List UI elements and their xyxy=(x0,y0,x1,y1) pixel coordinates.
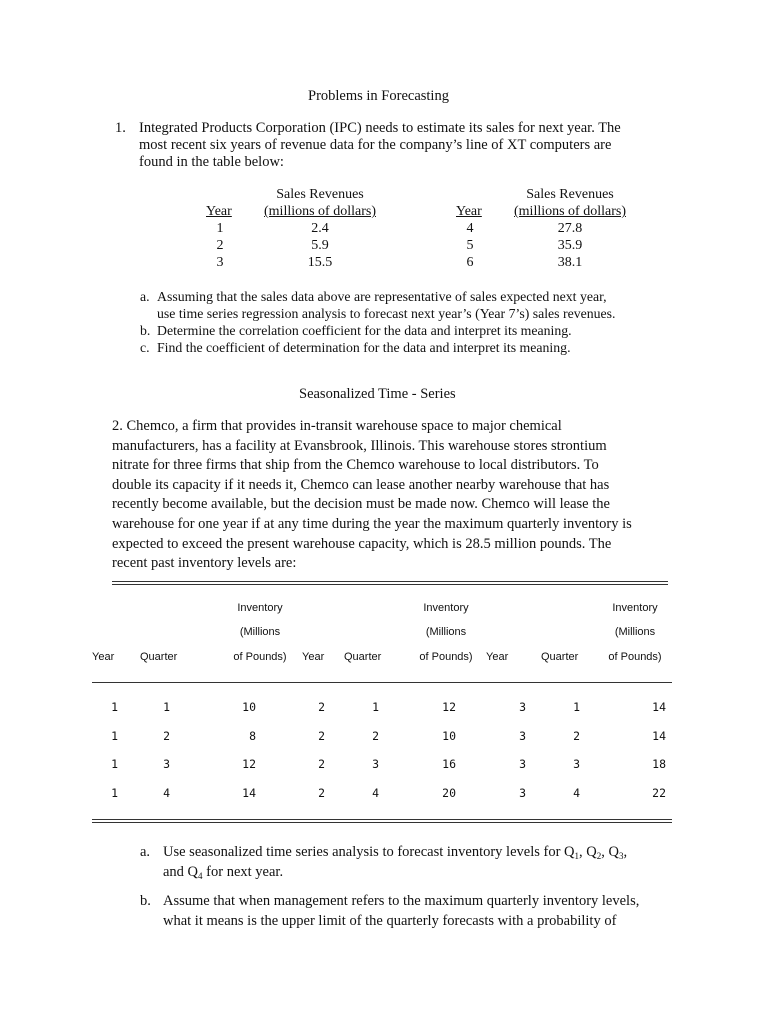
year-header: Year xyxy=(486,651,509,663)
cell-year: 2 xyxy=(318,700,325,714)
sales-value-cell: 15.5 xyxy=(307,255,333,270)
question-1a xyxy=(157,288,697,322)
separator: , Q xyxy=(579,844,597,860)
page-title: Problems in Forecasting xyxy=(308,88,449,104)
cell-inventory: 12 xyxy=(242,757,256,771)
separator: , xyxy=(623,844,628,860)
cell-year: 3 xyxy=(519,729,526,743)
inventory-header: (Millions xyxy=(239,626,281,638)
problem-2-text xyxy=(112,417,692,574)
inventory-header: of Pounds) xyxy=(419,651,473,663)
problem-1-number: 1. xyxy=(115,120,126,136)
cell-inventory: 20 xyxy=(442,786,456,800)
cell-inventory: 14 xyxy=(242,786,256,800)
question-label: c. xyxy=(140,340,150,355)
cell-quarter: 3 xyxy=(573,757,580,771)
question-label: b. xyxy=(140,323,151,338)
units-header-left: (millions of dollars) xyxy=(264,204,376,219)
subscript: 1 xyxy=(574,851,580,861)
question-1b: Determine the correlation coefficient for the data and interpret its meaning. xyxy=(157,323,572,338)
problem-2-line: recently become available, but the decision must be made now. Chemco will lease the xyxy=(112,496,610,513)
problem-1-line: found in the table below: xyxy=(139,154,284,170)
cell-quarter: 4 xyxy=(372,786,379,800)
cell-year: 1 xyxy=(111,757,118,771)
sales-value-cell: 35.9 xyxy=(557,238,583,253)
table-top-rule xyxy=(112,581,668,582)
cell-year: 3 xyxy=(519,700,526,714)
sales-year-cell: 3 xyxy=(216,255,224,270)
inventory-header: of Pounds) xyxy=(233,651,287,663)
sales-value-cell: 5.9 xyxy=(311,238,329,253)
cell-quarter: 1 xyxy=(573,700,580,714)
cell-inventory: 12 xyxy=(442,700,456,714)
cell-inventory: 16 xyxy=(442,757,456,771)
question-line: Assuming that the sales data above are representative of sales expected next year, xyxy=(157,289,607,304)
sales-value-cell: 27.8 xyxy=(557,221,583,236)
section-2-title: Seasonalized Time - Series xyxy=(299,386,456,402)
problem-2-line: expected to exceed the present warehouse capacity, which is 28.5 million pounds. The xyxy=(112,535,612,552)
cell-year: 3 xyxy=(519,757,526,771)
cell-quarter: 4 xyxy=(163,786,170,800)
cell-quarter: 2 xyxy=(573,729,580,743)
year-header: Year xyxy=(302,651,325,663)
question-2b xyxy=(163,892,693,931)
cell-year: 2 xyxy=(318,757,325,771)
sales-year-cell: 5 xyxy=(466,238,474,253)
year-header: Year xyxy=(92,651,115,663)
cell-quarter: 2 xyxy=(163,729,170,743)
cell-inventory: 22 xyxy=(652,786,666,800)
subscript: 4 xyxy=(198,870,203,881)
question-1c: Find the coefficient of determination for the data and interpret its meaning. xyxy=(157,340,571,355)
table-header-rule xyxy=(92,682,672,683)
problem-1-text xyxy=(139,120,699,171)
question-2a-text: for next year. xyxy=(202,863,284,880)
quarter-header: Quarter xyxy=(140,651,178,663)
cell-quarter: 3 xyxy=(372,757,379,771)
question-2a-text: and Q xyxy=(163,863,199,880)
inventory-header: Inventory xyxy=(423,602,469,614)
cell-quarter: 1 xyxy=(163,700,170,714)
sales-year-cell: 2 xyxy=(216,238,224,253)
sales-year-cell: 4 xyxy=(466,221,474,236)
cell-inventory: 10 xyxy=(442,729,456,743)
cell-year: 3 xyxy=(519,786,526,800)
question-2a xyxy=(163,843,683,882)
sales-header-top-right: Sales Revenues xyxy=(526,187,614,202)
question-line xyxy=(163,863,683,883)
problem-1-line: Integrated Products Corporation (IPC) needs to estimate its sales for next year. The xyxy=(139,120,621,136)
question-label: b. xyxy=(140,893,151,909)
question-line: Assume that when management refers to the maximum quarterly inventory levels, xyxy=(163,893,640,909)
cell-inventory: 10 xyxy=(242,700,256,714)
inventory-header: of Pounds) xyxy=(608,651,662,663)
cell-quarter: 1 xyxy=(372,700,379,714)
question-line xyxy=(163,843,683,863)
cell-year: 1 xyxy=(111,700,118,714)
question-2a-text: Use seasonalized time series analysis to forecast inventory levels for Q xyxy=(163,844,575,860)
separator: , Q xyxy=(601,844,619,860)
cell-inventory: 8 xyxy=(249,729,256,743)
cell-quarter: 4 xyxy=(573,786,580,800)
sales-value-cell: 38.1 xyxy=(557,255,583,270)
year-header-left: Year xyxy=(206,204,232,219)
sales-value-cell: 2.4 xyxy=(311,221,329,236)
cell-year: 2 xyxy=(318,729,325,743)
subscript: 2 xyxy=(596,851,602,861)
problem-1-line: most recent six years of revenue data for the company’s line of XT computers are xyxy=(139,137,612,153)
problem-2-line: recent past inventory levels are: xyxy=(112,555,297,572)
inventory-header: (Millions xyxy=(425,626,467,638)
sales-year-cell: 6 xyxy=(466,255,474,270)
problem-2-line: double its capacity if it needs it, Chemco can lease another nearby warehouse that has xyxy=(112,476,610,493)
table-bottom-rule xyxy=(92,822,672,823)
units-header-right: (millions of dollars) xyxy=(514,204,626,219)
subscript: 3 xyxy=(618,851,624,861)
table-bottom-rule xyxy=(92,819,672,820)
sales-year-cell: 1 xyxy=(216,221,224,236)
cell-inventory: 14 xyxy=(652,729,666,743)
inventory-header: (Millions xyxy=(614,626,656,638)
problem-2-line: warehouse for one year if at any time during the year the maximum quarterly inventory is xyxy=(112,515,632,532)
question-label: a. xyxy=(140,289,150,304)
cell-year: 1 xyxy=(111,729,118,743)
sales-header-top-left: Sales Revenues xyxy=(276,187,364,202)
cell-inventory: 18 xyxy=(652,757,666,771)
question-line: use time series regression analysis to forecast next year’s (Year 7’s) sales revenues. xyxy=(157,306,616,321)
cell-inventory: 14 xyxy=(652,700,666,714)
quarter-header: Quarter xyxy=(541,651,579,663)
quarter-header: Quarter xyxy=(344,651,382,663)
year-header-right: Year xyxy=(456,204,482,219)
cell-year: 2 xyxy=(318,786,325,800)
problem-2-line: 2. Chemco, a firm that provides in-transit warehouse space to major chemical xyxy=(112,418,562,434)
problem-2-line: manufacturers, has a facility at Evansbrook, Illinois. This warehouse stores strontium xyxy=(112,437,607,454)
cell-quarter: 3 xyxy=(163,757,170,771)
question-line: what it means is the upper limit of the quarterly forecasts with a probability of xyxy=(163,912,617,929)
cell-quarter: 2 xyxy=(372,729,379,743)
inventory-header: Inventory xyxy=(612,602,658,614)
table-top-rule xyxy=(112,584,668,585)
cell-year: 1 xyxy=(111,786,118,800)
problem-2-line: nitrate for three firms that ship from the Chemco warehouse to local distributors. To xyxy=(112,457,599,474)
question-label: a. xyxy=(140,844,151,860)
inventory-header: Inventory xyxy=(237,602,283,614)
